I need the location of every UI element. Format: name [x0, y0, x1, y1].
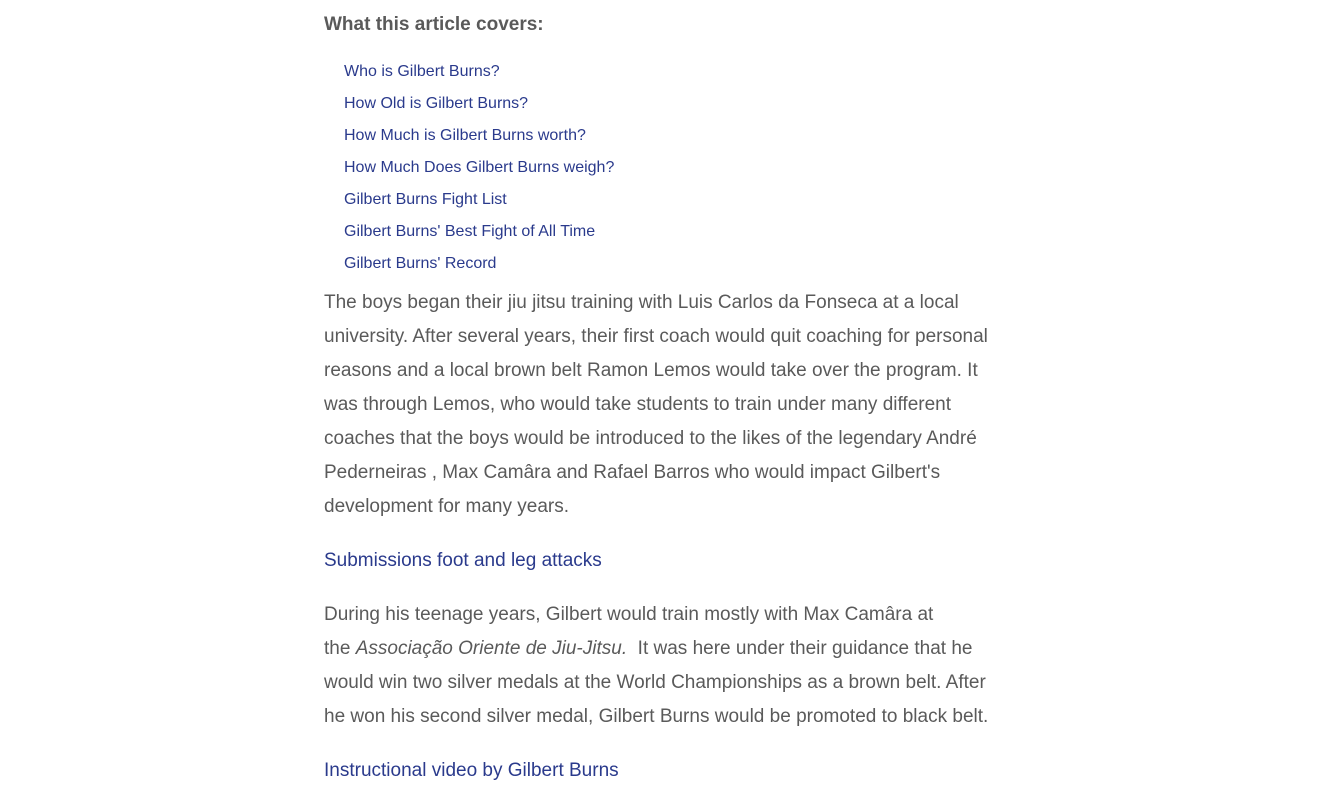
paragraph-line: reasons and a local brown belt Ramon Lemos would take over the program. It [324, 360, 978, 381]
toc-link-fight-list[interactable]: Gilbert Burns Fight List [344, 191, 507, 208]
toc-link-record[interactable]: Gilbert Burns' Record [344, 255, 497, 272]
paragraph-line: The boys began their jiu jitsu training with Luis Carlos da Fonseca at a local [324, 292, 959, 313]
academy-name: Associação Oriente de Jiu-Jitsu. [355, 638, 628, 659]
paragraph-line: university. After several years, their first coach would quit coaching for personal [324, 326, 988, 347]
paragraph-teenage-years [324, 598, 1014, 734]
paragraph-line: coaches that the boys would be introduced to the likes of the legendary André [324, 428, 977, 449]
paragraph-line: he won his second silver medal, Gilbert Burns would be promoted to black belt. [324, 706, 989, 727]
paragraph-line: During his teenage years, Gilbert would train mostly with Max Camâra at [324, 604, 934, 625]
paragraph-line: Pederneiras , Max Camâra and Rafael Barros who would impact Gilbert's [324, 462, 941, 483]
toc-link-who-is[interactable]: Who is Gilbert Burns? [344, 63, 500, 80]
toc-item-best-fight [344, 220, 614, 252]
toc-item-age [344, 92, 614, 124]
toc-link-net-worth[interactable]: How Much is Gilbert Burns worth? [344, 127, 586, 144]
submissions-link[interactable]: Submissions foot and leg attacks [324, 550, 602, 571]
toc-item-record [344, 252, 614, 284]
paragraph-line-suffix: It was here under their guidance that he [627, 638, 973, 659]
toc-link-age[interactable]: How Old is Gilbert Burns? [344, 95, 529, 112]
paragraph-line-prefix: the [324, 638, 356, 659]
toc-item-weight [344, 156, 614, 188]
paragraph-line: would win two silver medals at the World Championships as a brown belt. After [324, 672, 986, 693]
toc-item-who-is [344, 60, 614, 92]
paragraph-line: was through Lemos, who would take students to train under many different [324, 394, 952, 415]
paragraph-training-history [324, 286, 1014, 524]
toc-link-weight[interactable]: How Much Does Gilbert Burns weigh? [344, 159, 615, 176]
toc-heading: What this article covers: [324, 14, 544, 35]
toc-link-best-fight[interactable]: Gilbert Burns' Best Fight of All Time [344, 223, 596, 240]
table-of-contents [344, 60, 614, 284]
instructional-video-link[interactable]: Instructional video by Gilbert Burns [324, 760, 619, 781]
toc-item-fight-list [344, 188, 614, 220]
toc-item-net-worth [344, 124, 614, 156]
paragraph-line: development for many years. [324, 496, 570, 517]
